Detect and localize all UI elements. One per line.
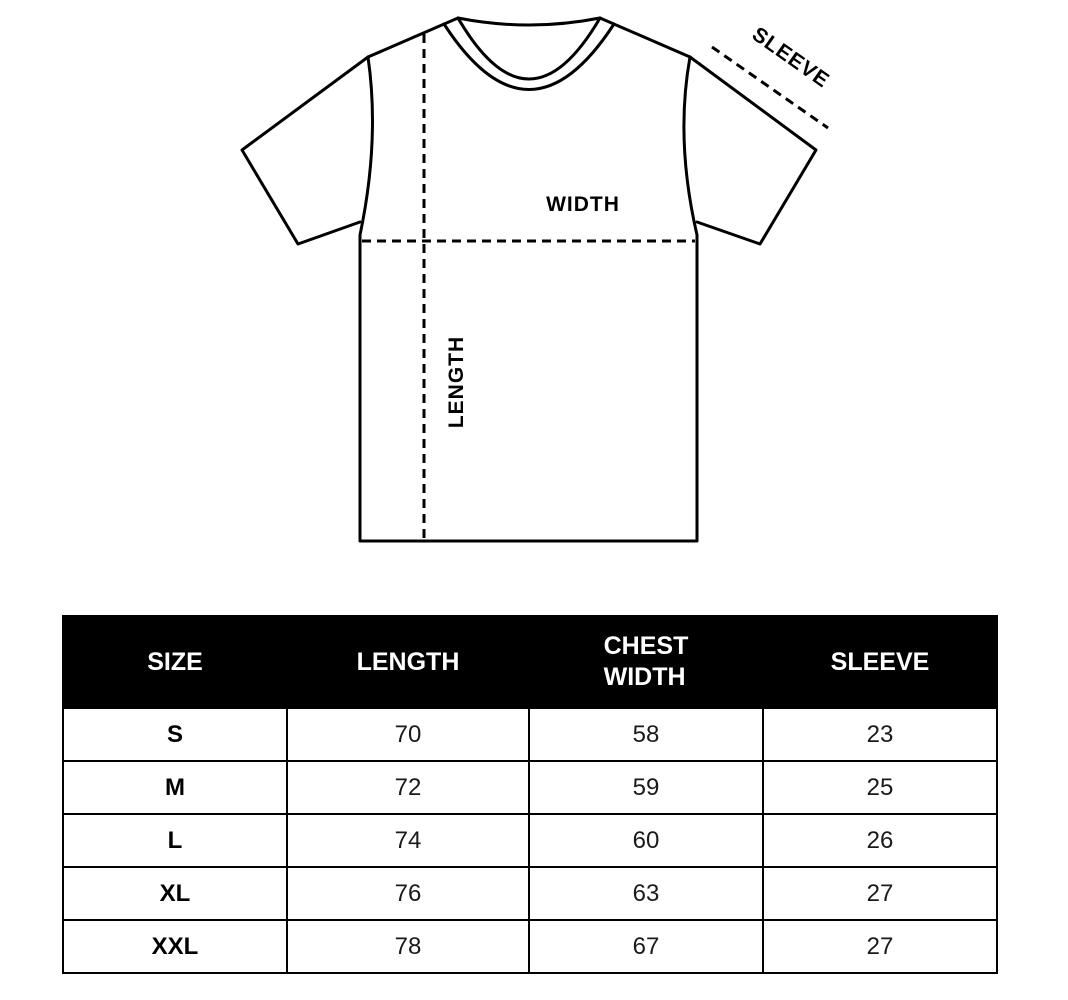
chest-width-cell: 67 xyxy=(529,920,763,973)
length-cell: 70 xyxy=(287,708,529,761)
chest-width-cell: 60 xyxy=(529,814,763,867)
table-row xyxy=(63,761,997,814)
tshirt-body-outline xyxy=(360,57,697,541)
chest-width-cell: 58 xyxy=(529,708,763,761)
tshirt-collar-top xyxy=(458,18,600,25)
sleeve-label: SLEEVE xyxy=(747,22,834,93)
sleeve-cell: 27 xyxy=(763,867,997,920)
sleeve-cell: 26 xyxy=(763,814,997,867)
sleeve-cell: 27 xyxy=(763,920,997,973)
header-length: LENGTH xyxy=(287,616,529,708)
table-row xyxy=(63,867,997,920)
size-cell: S xyxy=(63,708,287,761)
size-chart-table xyxy=(62,615,998,974)
size-cell: XL xyxy=(63,867,287,920)
tshirt-outline xyxy=(242,18,816,541)
table-row xyxy=(63,920,997,973)
length-label: LENGTH xyxy=(445,335,468,429)
table-row xyxy=(63,708,997,761)
sleeve-cell: 25 xyxy=(763,761,997,814)
tshirt-sleeve-right xyxy=(690,57,816,244)
length-cell: 76 xyxy=(287,867,529,920)
sleeve-cell: 23 xyxy=(763,708,997,761)
header-chest-width: CHEST WIDTH xyxy=(529,616,763,708)
size-cell: XXL xyxy=(63,920,287,973)
tshirt-sleeve-left xyxy=(242,57,368,244)
table-row xyxy=(63,814,997,867)
chest-width-cell: 59 xyxy=(529,761,763,814)
tshirt-collar-outer xyxy=(458,18,600,79)
table-header-row xyxy=(63,616,997,708)
header-sleeve: SLEEVE xyxy=(763,616,997,708)
size-cell: M xyxy=(63,761,287,814)
size-cell: L xyxy=(63,814,287,867)
width-label: WIDTH xyxy=(546,193,620,216)
header-size: SIZE xyxy=(63,616,287,708)
length-cell: 72 xyxy=(287,761,529,814)
length-cell: 78 xyxy=(287,920,529,973)
chest-width-cell: 63 xyxy=(529,867,763,920)
length-cell: 74 xyxy=(287,814,529,867)
